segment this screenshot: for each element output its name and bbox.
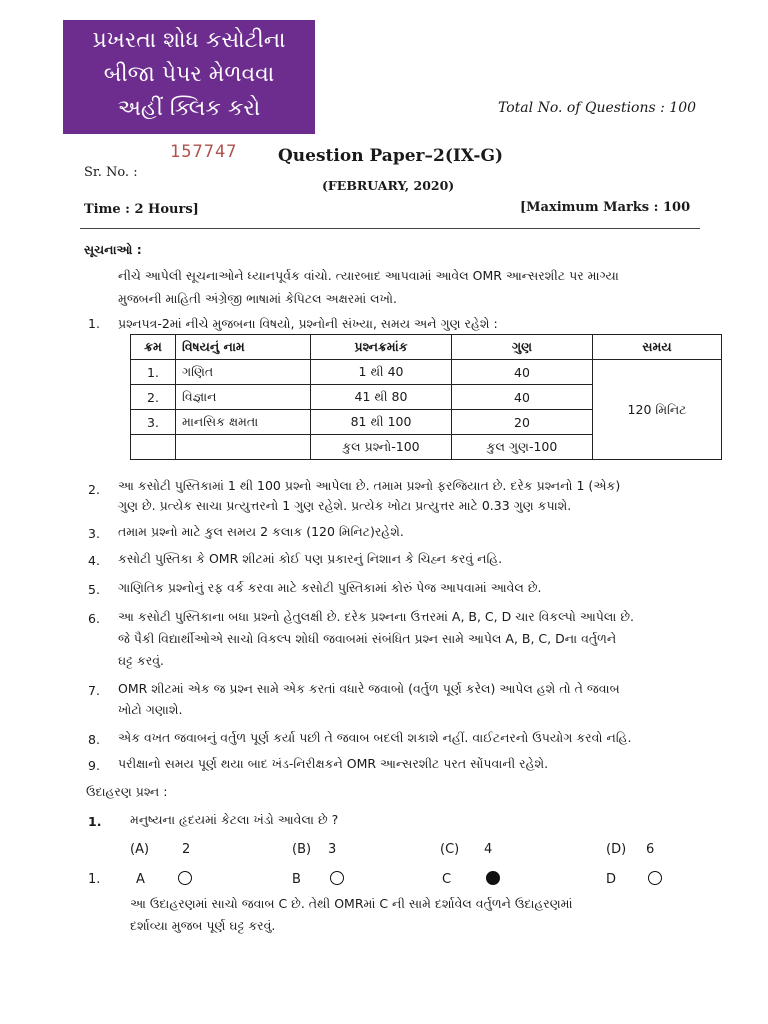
paper-title: Question Paper–2(IX-G) — [278, 146, 504, 166]
cell-range: 81 થી 100 — [311, 410, 452, 435]
cell-total-questions: કુલ પ્રશ્નો-100 — [311, 435, 452, 460]
omr-letter-b: B — [292, 872, 301, 887]
item-number: 5. — [88, 582, 100, 597]
cell-marks: 40 — [452, 360, 593, 385]
instruction-7-line-2: ખોટો ગણાશે. — [118, 702, 183, 717]
instruction-7-line-1: OMR શીટમાં એક જ પ્રશ્ન સામે એક કરતાં વધારે જવાબો (વર્તુળ પૂર્ણ કરેલ) આપેલ હશે તો તે જવાબ — [118, 681, 620, 696]
instructions-intro-2: મુજબની માહિતી અંગ્રેજી ભાષામાં કેપિટલ અક્ષરમાં લખો. — [118, 291, 397, 306]
cell-marks: 20 — [452, 410, 593, 435]
col-header-time: સમય — [593, 335, 722, 360]
option-a-value: 2 — [182, 842, 191, 857]
col-header-subject: વિષયનું નામ — [176, 335, 311, 360]
promo-banner-link[interactable] — [63, 20, 315, 134]
option-b-value: 3 — [328, 842, 337, 857]
example-question: મનુષ્યના હૃદયમાં કેટલા ખંડો આવેલા છે ? — [130, 812, 339, 827]
banner-line-2: બીજા પેપર મેળવવા — [103, 62, 275, 87]
example-heading: ઉદાહરણ પ્રશ્ન : — [86, 784, 168, 799]
serial-number: 157747 — [170, 142, 238, 162]
item-number: 8. — [88, 732, 100, 747]
table-header-row — [131, 335, 722, 360]
example-note-line-1: આ ઉદાહરણમાં સાચો જવાબ C છે. તેથી OMRમાં C ની સામે દર્શાવેલ વર્તુળને ઉદાહરણમાં — [130, 896, 573, 911]
col-header-marks: ગુણ — [452, 335, 593, 360]
cell-range: 1 થી 40 — [311, 360, 452, 385]
cell-total-marks: કુલ ગુણ-100 — [452, 435, 593, 460]
cell-subject: ગણિત — [176, 360, 311, 385]
header-divider — [80, 228, 700, 229]
banner-line-1: પ્રખરતા શોધ કસોટીના — [92, 28, 286, 53]
time-allowed: Time : 2 Hours] — [84, 202, 199, 217]
instruction-3: તમામ પ્રશ્નો માટે કુલ સમય 2 કલાક (120 મિનિટ)રહેશે. — [118, 524, 404, 539]
cell-marks: 40 — [452, 385, 593, 410]
item-number: 7. — [88, 683, 100, 698]
instruction-6-line-1: આ કસોટી પુસ્તિકાના બધા પ્રશ્નો હેતુલક્ષી છે. દરેક પ્રશ્નના ઉત્તરમાં A, B, C, D ચાર વિકલ્પો આપેલા છે. — [118, 609, 634, 624]
maximum-marks: [Maximum Marks : 100 — [520, 200, 691, 215]
col-header-question-range: પ્રશ્નક્રમાંક — [311, 335, 452, 360]
instructions-intro-1: નીચે આપેલી સૂચનાઓને ધ્યાનપૂર્વક વાંચો. ત્યારબાદ આપવામાં આવેલ OMR આન્સરશીટ પર માગ્યા — [118, 268, 619, 283]
cell-subject: વિજ્ઞાન — [176, 385, 311, 410]
cell-serial: 1. — [131, 360, 176, 385]
cell-serial: 3. — [131, 410, 176, 435]
serial-label: Sr. No. : — [84, 165, 138, 180]
paper-date: (FEBRUARY, 2020) — [322, 178, 455, 193]
instruction-6-line-2: જે પૈકી વિદ્યાર્થીઓએ સાચો વિકલ્પ શોધી જવાબમાં સંબંધિત પ્રશ્ન સામે આપેલ A, B, C, Dના વર્તુળને — [118, 631, 617, 646]
example-note-line-2: દર્શાવ્યા મુજબ પૂર્ણ ઘટ્ટ કરવું. — [130, 918, 276, 933]
instruction-2-line-1: આ કસોટી પુસ્તિકામાં 1 થી 100 પ્રશ્નો આપેલા છે. તમામ પ્રશ્નો ફરજિયાત છે. દરેક પ્રશ્નનો 1 (એક) — [118, 478, 621, 493]
item-number: 2. — [88, 482, 100, 497]
item-number: 4. — [88, 553, 100, 568]
subject-table — [130, 334, 722, 460]
banner-line-3: અહીં ક્લિક કરો — [117, 96, 261, 121]
option-c-value: 4 — [484, 842, 493, 857]
omr-bubble-a — [178, 871, 192, 885]
instruction-6-line-3: ઘટ્ટ કરવું. — [118, 653, 164, 668]
instruction-8: એક વખત જવાબનું વર્તુળ પૂર્ણ કર્યા પછી તે જવાબ બદલી શકાશે નહીં. વાઈટનરનો ઉપયોગ કરવો નહિ. — [118, 730, 632, 745]
instruction-2-line-2: ગુણ છે. પ્રત્યેક સાચા પ્રત્યુત્તરનો 1 ગુણ રહેશે. પ્રત્યેક ખોટા પ્રત્યુત્તર માટે 0.33 ગુણ કપાશે. — [118, 498, 572, 513]
option-d-label: (D) — [606, 842, 627, 857]
col-header-serial: ક્રમ — [131, 335, 176, 360]
option-b-label: (B) — [292, 842, 312, 857]
instruction-1: પ્રશ્નપત્ર-2માં નીચે મુજબના વિષયો, પ્રશ્નોની સંખ્યા, સમય અને ગુણ રહેશે : — [118, 316, 498, 331]
cell-subject: માનસિક ક્ષમતા — [176, 410, 311, 435]
omr-bubble-c-filled — [486, 871, 500, 885]
option-d-value: 6 — [646, 842, 655, 857]
omr-row-number: 1. — [88, 872, 101, 887]
table-row — [131, 360, 722, 385]
omr-letter-d: D — [606, 872, 617, 887]
cell-range: 41 થી 80 — [311, 385, 452, 410]
omr-bubble-d — [648, 871, 662, 885]
option-a-label: (A) — [130, 842, 150, 857]
item-number: 1. — [88, 316, 100, 331]
cell-serial: 2. — [131, 385, 176, 410]
example-question-number: 1. — [88, 814, 102, 829]
instruction-9: પરીક્ષાનો સમય પૂર્ણ થયા બાદ ખંડ-નિરીક્ષકને OMR આન્સરશીટ પરત સોંપવાની રહેશે. — [118, 756, 549, 771]
total-questions: Total No. of Questions : 100 — [498, 100, 697, 116]
option-c-label: (C) — [440, 842, 460, 857]
cell-time: 120 મિનિટ — [593, 360, 722, 460]
omr-bubble-b — [330, 871, 344, 885]
item-number: 9. — [88, 758, 100, 773]
instruction-5: ગાણિતિક પ્રશ્નોનું રફ વર્ક કરવા માટે કસોટી પુસ્તિકામાં કોરું પેજ આપવામાં આવેલ છે. — [118, 580, 542, 595]
omr-letter-c: C — [442, 872, 452, 887]
cell-empty — [131, 435, 176, 460]
cell-empty — [176, 435, 311, 460]
omr-letter-a: A — [136, 872, 145, 887]
instruction-4: કસોટી પુસ્તિકા કે OMR શીટમાં કોઈ પણ પ્રકારનું નિશાન કે ચિહ્ન કરવું નહિ. — [118, 551, 503, 566]
instructions-heading: સૂચનાઓ : — [84, 242, 142, 257]
item-number: 3. — [88, 526, 100, 541]
item-number: 6. — [88, 611, 100, 626]
